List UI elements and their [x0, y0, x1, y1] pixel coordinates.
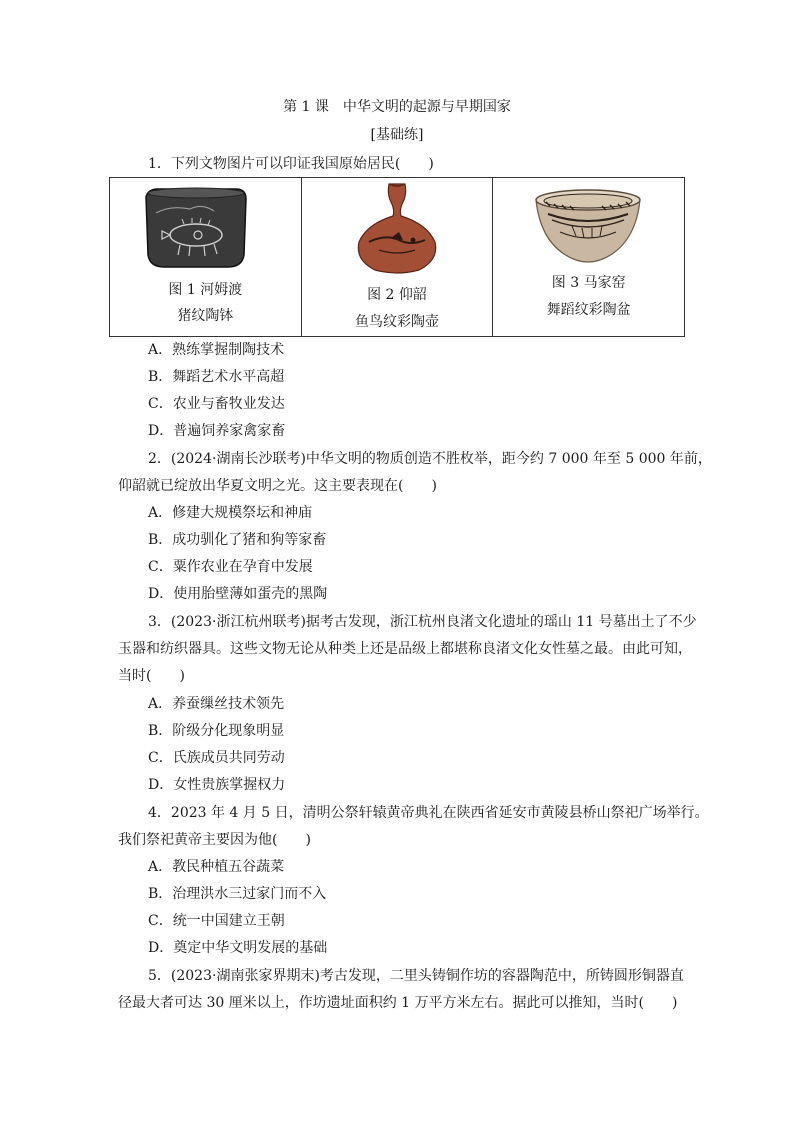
question-5-stem-line1: 5．(2023·湖南张家界期末)考古发现，二里头铸铜作坊的容器陶范中，所铸圆形铜器直 [148, 968, 684, 984]
question-1-option-d[interactable]: D．普遍饲养家禽家畜 [148, 423, 286, 439]
dance-pattern-painted-pottery-basin-icon [532, 188, 644, 268]
question-4-stem-line2: 我们祭祀黄帝主要因为他( ) [118, 832, 311, 848]
question-3-stem-line3: 当时( ) [118, 668, 185, 684]
question-2-option-a[interactable]: A．修建大规模祭坛和神庙 [148, 505, 313, 521]
question-3-stem-line1: 3．(2023·浙江杭州联考)据考古发现，浙江杭州良渚文化遗址的瑶山 11 号墓出土了不少 [148, 614, 697, 630]
question-5-stem-line2: 径最大者可达 30 厘米以上，作坊遗址面积约 1 万平方米左右。据此可以推知，当时( ) [118, 995, 678, 1011]
figure-2-caption-line1: 图 2 仰韶 [367, 287, 427, 303]
figure-cell-1 [110, 178, 302, 336]
figure-1-caption-line2: 猪纹陶钵 [177, 308, 234, 324]
question-1-option-c[interactable]: C．农业与畜牧业发达 [148, 396, 285, 412]
question-2-option-c[interactable]: C．粟作农业在孕育中发展 [148, 559, 313, 575]
figure-2-caption-line2: 鱼鸟纹彩陶壶 [355, 314, 439, 330]
figure-cell-3 [493, 178, 684, 336]
pig-pattern-pottery-bowl-icon [140, 183, 252, 273]
question-2-option-b[interactable]: B．成功驯化了猪和狗等家畜 [148, 532, 327, 548]
question-1-option-a[interactable]: A．熟练掌握制陶技术 [148, 342, 285, 358]
question-3-stem-line2: 玉器和纺织器具。这些文物无论从种类上还是品级上都堪称良渚文化女性墓之最。由此可知， [118, 641, 692, 657]
question-3-option-b[interactable]: B．阶级分化现象明显 [148, 723, 285, 739]
lesson-title: 第 1 课 中华文明的起源与早期国家 [283, 99, 511, 115]
fish-bird-painted-pottery-pot-icon [349, 180, 445, 276]
question-3-option-a[interactable]: A．养蚕缫丝技术领先 [148, 696, 285, 712]
question-1-stem: 1．下列文物图片可以印证我国原始居民( ) [148, 156, 434, 172]
question-1-option-b[interactable]: B．舞蹈艺术水平高超 [148, 369, 285, 385]
figure-table [109, 177, 685, 337]
question-2-stem-line1: 2．(2024·湖南长沙联考)中华文明的物质创造不胜枚举，距今约 7 000 年至 5 000 年前， [148, 451, 712, 467]
question-4-option-a[interactable]: A．教民种植五谷蔬菜 [148, 859, 285, 875]
question-4-option-d[interactable]: D．奠定中华文明发展的基础 [148, 940, 328, 956]
figure-3-caption-line1: 图 3 马家窑 [551, 275, 626, 291]
figure-3-caption-line2: 舞蹈纹彩陶盆 [546, 302, 631, 318]
question-3-option-c[interactable]: C．氏族成员共同劳动 [148, 750, 285, 766]
question-2-option-d[interactable]: D．使用胎壁薄如蛋壳的黑陶 [148, 586, 328, 602]
question-4-stem-line1: 4．2023 年 4 月 5 日，清明公祭轩辕黄帝典礼在陕西省延安市黄陵县桥山祭祀广场举行。 [148, 805, 709, 821]
figure-1-caption-line1: 图 1 河姆渡 [168, 282, 243, 298]
figure-cell-2 [302, 178, 494, 336]
question-4-option-b[interactable]: B．治理洪水三过家门而不入 [148, 886, 327, 902]
question-4-option-c[interactable]: C．统一中国建立王朝 [148, 913, 285, 929]
question-3-option-d[interactable]: D．女性贵族掌握权力 [148, 777, 286, 793]
question-2-stem-line2: 仰韶就已绽放出华夏文明之光。这主要表现在( ) [118, 478, 437, 494]
section-label: [基础练] [370, 127, 424, 143]
